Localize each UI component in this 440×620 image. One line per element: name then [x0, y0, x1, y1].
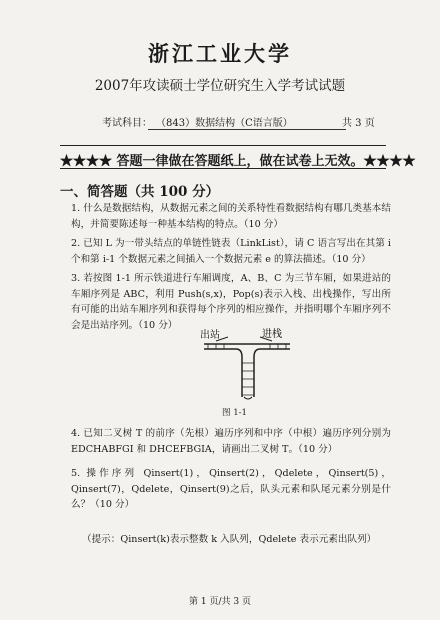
question-1: 1. 什么是数据结构，从数据元素之间的关系特性看数据结构有哪几类基本结构，并简要陈述每一种基本结构的特点。（10 分）	[71, 203, 391, 230]
page-footer: 第 1 页/共 3 页	[189, 597, 251, 607]
university-title: 浙江工业大学	[148, 41, 292, 66]
total-pages: 共 3 页	[342, 118, 375, 129]
track-stack-rail	[204, 349, 290, 397]
question-4: 4. 已知二叉树 T 的前序（先根）遍历序列和中序（中根）遍历序列分别为 EDCHABFGI 和 DHCEFBGIA，请画出二叉树 T。（10 分）	[71, 428, 391, 455]
figure-caption: 图 1-1	[222, 408, 247, 418]
notice-rule-top	[60, 145, 386, 146]
figure-out-label: 进栈	[262, 329, 282, 340]
subject-label: 考试科目：	[102, 118, 152, 129]
question-2: 2. 已知 L 为一带头结点的单链性链表（LinkList），请 C 语言写出在其第 i 个和第 i-1 个数据元素之间插入一个数据元素 e 的算法描述。（10 分）	[71, 238, 391, 265]
question-5: 5. 操作序列 Qinsert(1)，Qinsert(2)，Qdelete，Qinsert(5)，Qinsert(7)，Qdelete，Qinsert(9)之后，队头元素和队尾元素分别是什么？（10 分）	[71, 468, 391, 510]
notice-banner: ★★★★ 答题一律做在答题纸上，做在试卷上无效。★★★★	[60, 154, 416, 169]
notice-rule-bottom	[60, 168, 386, 169]
question-3: 3. 若按图 1-1 所示铁道进行车厢调度，A、B、C 为三节车厢，如果进站的车厢序列是 ABC，利用 Push(s,x)，Pop(s)表示入栈、出栈操作，写出所有可能的出站车厢序列和获得每个序列的相应操作，并指明哪个车厢序列不会是出站序列。（10 分）	[71, 273, 391, 331]
railway-figure	[198, 327, 298, 402]
exam-title: 2007年攻读硕士学位研究生入学考试试题	[94, 78, 346, 94]
subject-value: （843）数据结构（C语言版）	[148, 114, 346, 130]
figure-in-label: 出站	[200, 330, 220, 341]
question-5-hint: （提示：Qinsert(k)表示整数 k 入队列，Qdelete 表示元素出队列）	[82, 534, 377, 545]
section-heading: 一、简答题（共 100 分）	[60, 184, 220, 200]
